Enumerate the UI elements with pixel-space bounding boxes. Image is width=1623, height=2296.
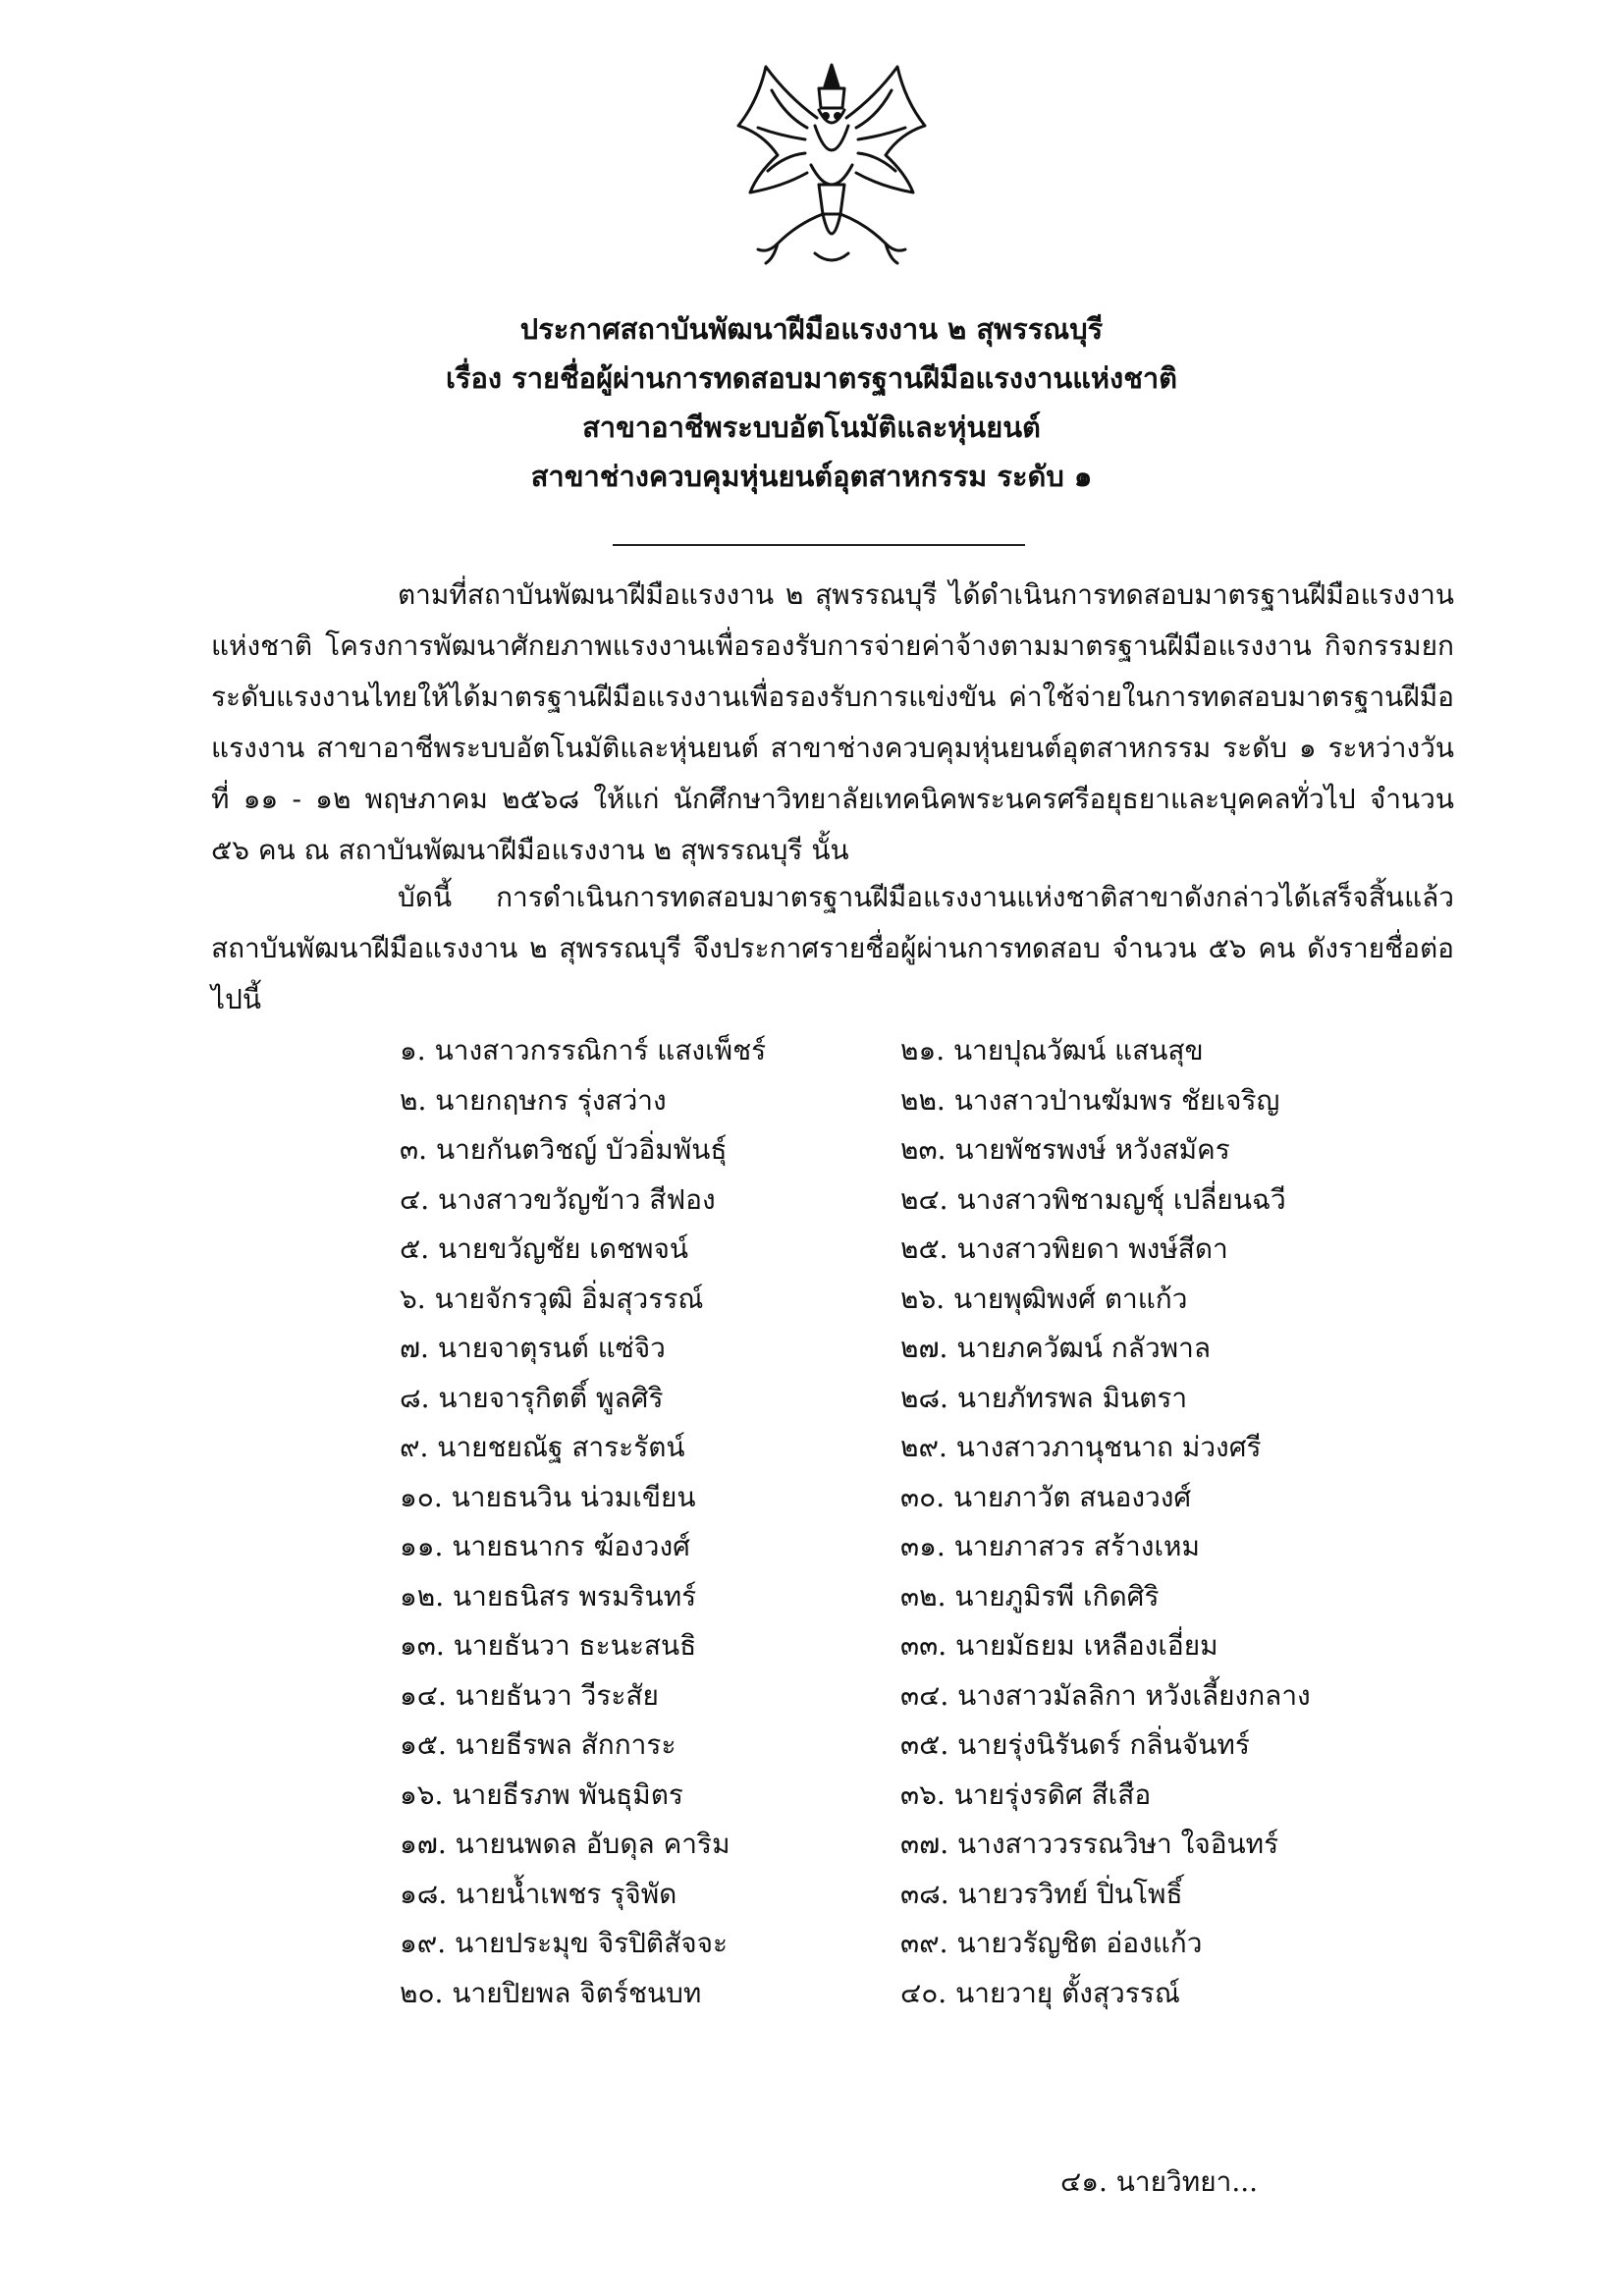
list-item: ๘. นายจารุกิตติ์ พูลศิริ (400, 1381, 664, 1414)
list-item: ๓๐. นายภาวัต สนองวงศ์ (900, 1480, 1192, 1513)
list-item: ๓. นายกันตวิชญ์ บัวอิ่มพันธุ์ (400, 1133, 728, 1166)
title-line-3: สาขาอาชีพระบบอัตโนมัติและหุ่นยนต์ (582, 410, 1041, 444)
list-item: ๒๑. นายปุณวัฒน์ แสนสุข (900, 1034, 1204, 1066)
list-item: ๒๔. นางสาวพิชามญชุ์ เปลี่ยนฉวี (900, 1182, 1286, 1216)
list-item: ๑๗. นายนพดล อับดุล คาริม (400, 1828, 730, 1860)
list-item: ๓๖. นายรุ่งรดิศ สีเสือ (900, 1777, 1152, 1811)
list-item: ๓๒. นายภูมิรพี เกิดศิริ (900, 1579, 1160, 1613)
list-item: ๒๗. นายภควัฒน์ กลัวพาล (900, 1332, 1211, 1364)
list-item: ๔๐. นายวายุ ตั้งสุวรรณ์ (900, 1976, 1180, 2009)
list-item: ๖. นายจักรวุฒิ อิ่มสุวรรณ์ (400, 1282, 704, 1315)
list-item: ๑๕. นายธีรพล สักการะ (400, 1728, 676, 1761)
list-item: ๑๘. นายน้ำเพชร รุจิพัด (400, 1877, 677, 1910)
list-item: ๙. นายชยณัฐ สาระรัตน์ (400, 1431, 685, 1463)
list-item: ๑๔. นายธันวา วีระสัย (400, 1678, 659, 1712)
names-list-left (400, 1026, 766, 2018)
list-item: ๓๕. นายรุ่งนิรันดร์ กลิ่นจันทร์ (900, 1728, 1250, 1761)
list-item: ๒๒. นางสาวป่านฆัมพร ชัยเจริญ (900, 1083, 1280, 1117)
list-item: ๑๙. นายประมุข จิรปิติสัจจะ (400, 1927, 729, 1959)
names-list-right (900, 1026, 1311, 2018)
announcement-title (0, 304, 1623, 501)
body-paragraph-1 (211, 570, 1454, 876)
list-item: ๒๕. นางสาวพิยดา พงษ์สีดา (900, 1232, 1228, 1265)
paragraph-1-text: ตามที่สถาบันพัฒนาฝีมือแรงงาน ๒ สุพรรณบุรี ได้ดำเนินการทดสอบมาตรฐานฝีมือแรงงานแห่งชาติ โครงการพัฒนาศักยภาพแรงงานเพื่อรองรับการจ่ายค่าจ้างตามมาตรฐานฝีมือแรงงาน กิจกรรมยกระดับแรงงานไทยให้ได้มาตรฐานฝีมือแรงงานเพื่อรองรับการแข่งขัน ค่าใช้จ่ายในการทดสอบมาตรฐานฝีมือแรงงาน สาขาอาชีพระบบอัตโนมัติและหุ่นยนต์ สาขาช่างควบคุมหุ่นยนต์อุตสาหกรรม ระดับ ๑ ระหว่างวันที่ ๑๑ - ๑๒ พฤษภาคม ๒๕๖๘ ให้แก่ นักศึกษาวิทยาลัยเทคนิคพระนครศรีอยุธยาและบุคคลทั่วไป จำนวน ๕๖ คน ณ สถาบันพัฒนาฝีมือแรงงาน ๒ สุพรรณบุรี นั้น (211, 578, 1454, 866)
title-line-2: เรื่อง รายชื่อผู้ผ่านการทดสอบมาตรฐานฝีมือแรงงานแห่งชาติ (445, 361, 1177, 395)
garuda-emblem-icon (729, 57, 935, 271)
list-item: ๑๓. นายธันวา ธะนะสนธิ (400, 1629, 697, 1662)
list-item: ๒๙. นางสาวภานุชนาถ ม่วงศรี (900, 1431, 1262, 1463)
list-item: ๕. นายขวัญชัย เดชพจน์ (400, 1232, 689, 1265)
next-page-continuation: ๔๑. นายวิทยา... (1060, 2165, 1259, 2198)
list-item: ๑๑. นายธนากร ฆ้องวงศ์ (400, 1530, 690, 1562)
list-item: ๑๖. นายธีรภพ พันธุมิตร (400, 1777, 683, 1811)
list-item: ๔. นางสาวขวัญข้าว สีฟอง (400, 1182, 716, 1216)
paragraph-2-text: บัดนี้ การดำเนินการทดสอบมาตรฐานฝีมือแรงงานแห่งชาติสาขาดังกล่าวได้เสร็จสิ้นแล้ว สถาบันพัฒนาฝีมือแรงงาน ๒ สุพรรณบุรี จึงประกาศรายชื่อผู้ผ่านการทดสอบ จำนวน ๕๖ คน ดังรายชื่อต่อไปนี้ (211, 881, 1454, 1015)
list-item: ๓๗. นางสาววรรณวิษา ใจอินทร์ (900, 1828, 1279, 1860)
list-item: ๑. นางสาวกรรณิการ์ แสงเพ็ชร์ (400, 1034, 767, 1066)
list-item: ๗. นายจาตุรนต์ แซ่จิว (400, 1332, 666, 1364)
list-item: ๑๐. นายธนวิน น่วมเขียน (400, 1480, 696, 1513)
list-item: ๒๐. นายปิยพล จิตร์ชนบท (400, 1976, 702, 2009)
body-paragraph-2 (211, 872, 1454, 1025)
list-item: ๓๔. นางสาวมัลลิกา หวังเลี้ยงกลาง (900, 1678, 1311, 1712)
list-item: ๑๒. นายธนิสร พรมรินทร์ (400, 1579, 697, 1613)
title-line-4: สาขาช่างควบคุมหุ่นยนต์อุตสาหกรรม ระดับ ๑ (530, 460, 1093, 493)
list-item: ๓๘. นายวรวิทย์ ปิ่นโพธิ์ (900, 1877, 1183, 1910)
title-line-1: ประกาศสถาบันพัฒนาฝีมือแรงงาน ๒ สุพรรณบุรี (519, 312, 1104, 346)
list-item: ๓๑. นายภาสวร สร้างเหม (900, 1530, 1200, 1562)
list-item: ๒๖. นายพุฒิพงศ์ ตาแก้ว (900, 1282, 1188, 1315)
list-item: ๒. นายกฤษกร รุ่งสว่าง (400, 1083, 667, 1117)
list-item: ๒๘. นายภัทรพล มินตรา (900, 1381, 1188, 1414)
title-underline (613, 544, 1025, 546)
list-item: ๓๙. นายวรัญชิต อ่องแก้ว (900, 1927, 1203, 1959)
list-item: ๒๓. นายพัชรพงษ์ หวังสมัคร (900, 1133, 1230, 1166)
list-item: ๓๓. นายมัธยม เหลืองเอี่ยม (900, 1629, 1218, 1662)
